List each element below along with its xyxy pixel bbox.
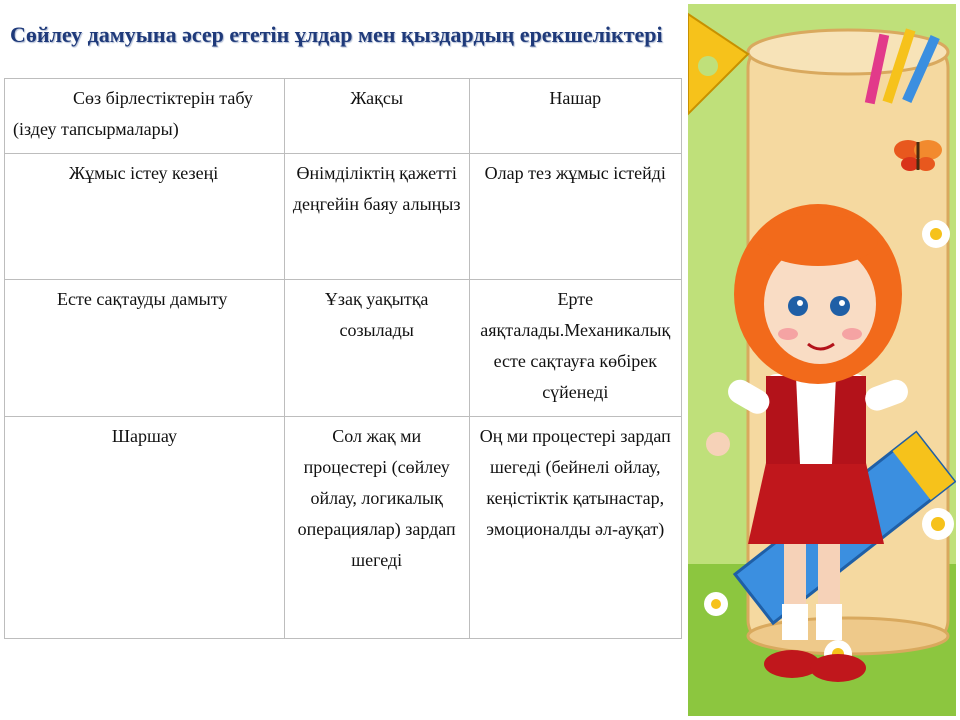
- table-cell: Жақсы: [284, 79, 469, 154]
- table-cell: Олар тез жұмыс істейді: [469, 154, 681, 280]
- table-cell: Шаршау: [5, 417, 285, 639]
- table-cell: Ұзақ уақытқа созылады: [284, 280, 469, 417]
- table-cell: Жұмыс істеу кезеңі: [5, 154, 285, 280]
- table-cell: Сол жақ ми процестері (сөйлеу ойлау, логикалық операциялар) зардап шегеді: [284, 417, 469, 639]
- table-cell: Оң ми процестері зардап шегеді (бейнелі ойлау, кеңістіктік қатынастар, эмоционалды әл-ауқат): [469, 417, 681, 639]
- table-cell: Нашар: [469, 79, 681, 154]
- table-row: [5, 417, 682, 639]
- comparison-table: [4, 78, 682, 639]
- table-row: [5, 154, 682, 280]
- table-row: [5, 79, 682, 154]
- table-cell: Өнімділіктің қажетті деңгейін баяу алыңыз: [284, 154, 469, 280]
- girl-illustration: [688, 4, 956, 716]
- table-row: [5, 280, 682, 417]
- table-cell: Ерте аяқталады.Механикалық есте сақтауға көбірек сүйенеді: [469, 280, 681, 417]
- table-cell: Сөз бірлестіктерін табу (іздеу тапсырмалары): [5, 79, 285, 154]
- page-title: Сөйлеу дамуына әсер ететін ұлдар мен қыздардың ерекшеліктері: [10, 22, 663, 47]
- table-cell: Есте сақтауды дамыту: [5, 280, 285, 417]
